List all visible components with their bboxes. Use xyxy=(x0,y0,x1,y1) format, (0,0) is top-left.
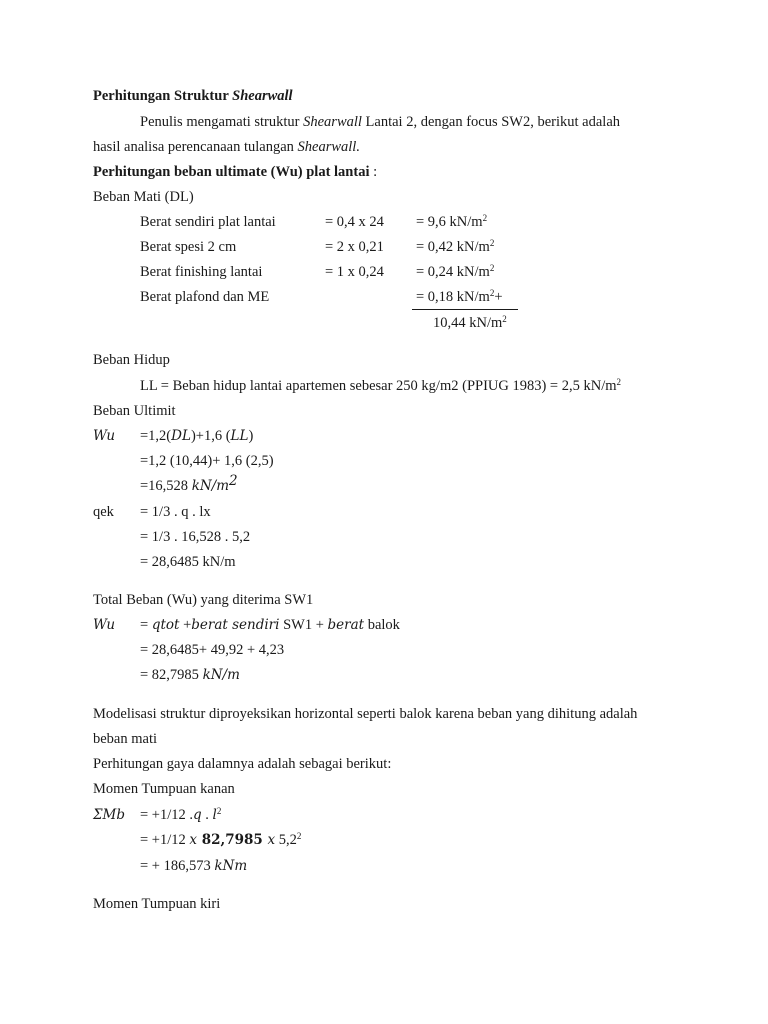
dl-title: Beban Mati (DL) xyxy=(93,189,194,205)
dl-label: Berat sendiri plat lantai xyxy=(140,214,276,230)
dl-label: Berat finishing lantai xyxy=(140,264,263,280)
wu-eq-1: =1,2(DL)+1,6 (LL) xyxy=(140,428,254,444)
qek-eq-1: = 1/3 . q . lx xyxy=(140,504,211,520)
dl-result: = 0,42 $kN/m^2$ xyxy=(416,238,495,255)
qek-eq-2: = 1/3 . 16,528 . 5,2 xyxy=(140,529,251,545)
sum-mb-symbol: ΣMb xyxy=(93,807,126,823)
total-eq-2: = 28,6485+ 49,92 + 4,23 xyxy=(140,642,285,658)
momen-kanan-title: Momen Tumpuan kanan xyxy=(93,781,235,797)
wu-eq-3: =16,528 $kN/m^2$ xyxy=(140,473,238,494)
ll-line: LL = Beban hidup lantai apartemen sebesar 250 kg/m2 (PPIUG 1983) = 2,5 $kN/m^2$ xyxy=(140,377,622,394)
wu-eq-2: =1,2 (10,44)+ 1,6 (2,5) xyxy=(140,453,274,469)
wu-total-symbol: Wu xyxy=(93,617,116,633)
modelisasi-line-2: beban mati xyxy=(93,731,158,747)
qek-symbol: qek xyxy=(93,504,114,520)
dl-calc: = 2 x 0,21 xyxy=(325,239,384,255)
total-eq-1: = qtot +berat sendiri SW1 + berat balok xyxy=(140,617,400,633)
wu-plat-heading: Perhitungan beban ultimate (Wu) plat lantai : xyxy=(93,164,378,180)
sum-rule xyxy=(412,309,518,310)
wu-symbol: Wu xyxy=(93,428,116,444)
intro-line-1: Penulis mengamati struktur Shearwall Lantai 2, dengan focus SW2, berikut adalah xyxy=(140,114,621,130)
dl-label: Berat plafond dan ME xyxy=(140,289,270,305)
intro-line-2: hasil analisa perencanaan tulangan Shearwall. xyxy=(93,139,360,155)
dl-result: = 9,6 $kN/m^2$ xyxy=(416,213,488,230)
mb-eq-3: = + 186,573 kNm xyxy=(140,858,248,874)
dl-calc: = 0,4 x 24 xyxy=(325,214,384,230)
mb-eq-2: = +1/12 x 82,7985 x $5,2^2$ xyxy=(140,831,302,848)
section-heading: Perhitungan Struktur Shearwall xyxy=(93,88,293,104)
total-eq-3: = 82,7985 kN/m xyxy=(140,667,240,683)
dl-result: = 0,24 $kN/m^2$ xyxy=(416,263,495,280)
dl-label: Berat spesi 2 cm xyxy=(140,239,237,255)
dl-calc: = 1 x 0,24 xyxy=(325,264,384,280)
modelisasi-line-3: Perhitungan gaya dalamnya adalah sebagai berikut: xyxy=(93,756,392,772)
qek-eq-3: = 28,6485 kN/m xyxy=(140,554,236,570)
modelisasi-line-1: Modelisasi struktur diproyeksikan horizontal seperti balok karena beban yang dihitung adalah xyxy=(93,706,638,722)
total-sw1-title: Total Beban (Wu) yang diterima SW1 xyxy=(93,592,314,608)
ultimit-title: Beban Ultimit xyxy=(93,403,176,419)
ll-title: Beban Hidup xyxy=(93,352,170,368)
mb-eq-1: = +1/12 .q . $l^2$ xyxy=(140,806,222,823)
dl-total: 10,44 $kN/m^2$ xyxy=(433,314,507,331)
dl-result: = 0,18 $kN/m^2+$ xyxy=(416,288,503,305)
momen-kiri-title: Momen Tumpuan kiri xyxy=(93,896,221,912)
